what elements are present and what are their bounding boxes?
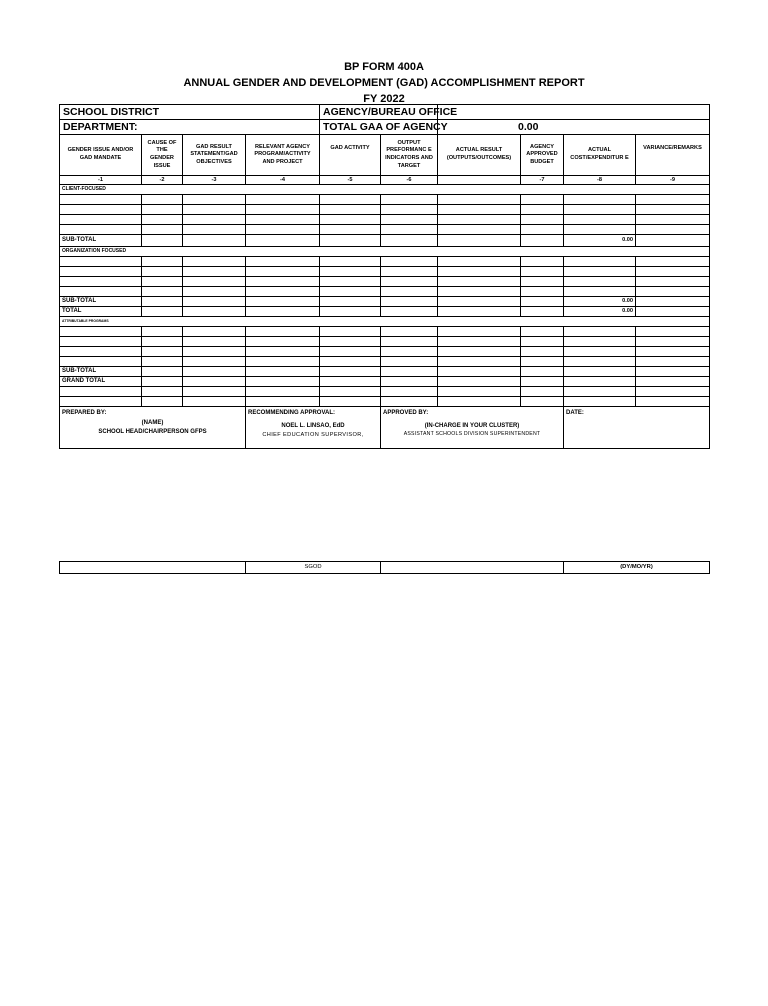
entry-cell[interactable] xyxy=(521,387,564,397)
entry-cell[interactable] xyxy=(438,277,521,287)
entry-row xyxy=(60,337,710,347)
section-client-focused: CLIENT-FOCUSED xyxy=(60,185,710,195)
entry-cell[interactable] xyxy=(521,215,564,225)
recommending-title: CHIEF EDUCATION SUPERVISOR, xyxy=(262,431,364,438)
recommending-label: RECOMMENDING APPROVAL: xyxy=(248,410,335,416)
gad-report-table xyxy=(59,104,710,449)
footer-sgod: SGOD xyxy=(246,562,381,574)
section-row-client xyxy=(60,185,710,195)
entry-cell[interactable] xyxy=(183,205,246,215)
entry-cell[interactable] xyxy=(183,267,246,277)
entry-cell[interactable] xyxy=(183,225,246,235)
signature-row xyxy=(60,407,710,449)
section-row-org xyxy=(60,247,710,257)
entry-cell[interactable] xyxy=(142,327,183,337)
footer-blank xyxy=(60,562,246,574)
entry-cell[interactable] xyxy=(438,267,521,277)
entry-cell[interactable] xyxy=(438,225,521,235)
column-header-row xyxy=(60,135,710,176)
col-number: -8 xyxy=(564,176,636,185)
entry-cell[interactable] xyxy=(636,277,710,287)
grand-total-label: GRAND TOTAL xyxy=(60,377,142,387)
subtotal-label: SUB-TOTAL xyxy=(60,235,142,247)
entry-cell[interactable] xyxy=(381,257,438,267)
entry-cell[interactable] xyxy=(636,357,710,367)
col-output-indicators: OUTPUT PREFORMANC E INDICATORS AND TARGET xyxy=(381,135,438,176)
entry-cell[interactable] xyxy=(521,337,564,347)
entry-cell[interactable] xyxy=(636,347,710,357)
recommending-block xyxy=(246,407,381,449)
col-variance: VARIANCE/REMARKS xyxy=(636,135,710,176)
entry-cell[interactable] xyxy=(636,195,710,205)
entry-cell[interactable] xyxy=(320,357,381,367)
entry-cell[interactable] xyxy=(381,287,438,297)
total-label: TOTAL xyxy=(60,307,142,317)
entry-cell[interactable] xyxy=(438,215,521,225)
entry-cell[interactable] xyxy=(636,387,710,397)
col-approved-budget: AGENCY APPROVED BUDGET xyxy=(521,135,564,176)
entry-cell[interactable] xyxy=(381,397,438,407)
entry-row xyxy=(60,225,710,235)
entry-cell[interactable] xyxy=(142,225,183,235)
entry-cell[interactable] xyxy=(183,195,246,205)
entry-cell[interactable] xyxy=(381,357,438,367)
entry-cell[interactable] xyxy=(636,287,710,297)
entry-cell[interactable] xyxy=(142,277,183,287)
col-agency-program: RELEVANT AGENCY PROGRAM/ACTIVITY AND PROJECT xyxy=(246,135,320,176)
entry-cell[interactable] xyxy=(521,257,564,267)
entry-cell[interactable] xyxy=(60,347,142,357)
entry-cell[interactable] xyxy=(320,277,381,287)
entry-row xyxy=(60,277,710,287)
entry-cell[interactable] xyxy=(381,205,438,215)
entry-cell[interactable] xyxy=(564,277,636,287)
entry-cell[interactable] xyxy=(564,257,636,267)
entry-cell[interactable] xyxy=(60,215,142,225)
footer-date-format: (DY/MO/YR) xyxy=(564,562,710,574)
entry-cell[interactable] xyxy=(381,277,438,287)
entry-row xyxy=(60,257,710,267)
total-row xyxy=(60,307,710,317)
entry-cell[interactable] xyxy=(381,195,438,205)
entry-cell[interactable] xyxy=(142,205,183,215)
approved-title: ASSISTANT SCHOOLS DIVISION SUPERINTENDENT xyxy=(403,430,541,437)
entry-cell[interactable] xyxy=(521,357,564,367)
col-gad-activity: GAD ACTIVITY xyxy=(320,135,381,176)
entry-cell[interactable] xyxy=(246,357,320,367)
col-number: -6 xyxy=(381,176,438,185)
entry-cell[interactable] xyxy=(142,347,183,357)
col-actual-cost: ACTUAL COST/EXPENDITUR E xyxy=(564,135,636,176)
entry-cell[interactable] xyxy=(183,287,246,297)
entry-cell[interactable] xyxy=(320,225,381,235)
entry-cell[interactable] xyxy=(564,337,636,347)
entry-cell[interactable] xyxy=(564,205,636,215)
entry-cell[interactable] xyxy=(320,347,381,357)
entry-cell[interactable] xyxy=(320,397,381,407)
entry-cell[interactable] xyxy=(564,397,636,407)
entry-cell[interactable] xyxy=(564,195,636,205)
entry-cell[interactable] xyxy=(636,327,710,337)
info-row-1 xyxy=(60,105,710,120)
entry-cell[interactable] xyxy=(521,347,564,357)
col-number: -5 xyxy=(320,176,381,185)
col-number: -2 xyxy=(142,176,183,185)
entry-row xyxy=(60,387,710,397)
entry-cell[interactable] xyxy=(60,267,142,277)
department-label: DEPARTMENT: xyxy=(60,120,320,135)
footer-table xyxy=(59,561,710,574)
date-label: DATE: xyxy=(566,410,584,416)
approved-name: (IN-CHARGE IN YOUR CLUSTER) xyxy=(424,422,520,429)
client-entry-rows xyxy=(60,195,710,235)
entry-cell[interactable] xyxy=(60,287,142,297)
entry-cell[interactable] xyxy=(381,327,438,337)
entry-cell[interactable] xyxy=(636,225,710,235)
total-value: 0.00 xyxy=(564,307,636,317)
col-number: -1 xyxy=(60,176,142,185)
subtotal-row-attributable xyxy=(60,367,710,377)
entry-cell[interactable] xyxy=(60,387,142,397)
col-result-statement: GAD RESULT STATEMENT/GAD OBJECTIVES xyxy=(183,135,246,176)
grand-total-row xyxy=(60,377,710,387)
client-subtotal-value: 0.00 xyxy=(564,235,636,247)
entry-cell[interactable] xyxy=(142,337,183,347)
entry-cell[interactable] xyxy=(564,267,636,277)
entry-cell[interactable] xyxy=(320,287,381,297)
entry-cell[interactable] xyxy=(183,277,246,287)
entry-cell[interactable] xyxy=(320,387,381,397)
footer-row xyxy=(60,562,710,574)
entry-cell[interactable] xyxy=(60,397,142,407)
entry-cell[interactable] xyxy=(564,215,636,225)
entry-cell[interactable] xyxy=(60,225,142,235)
col-gender-issue: GENDER ISSUE AND/OR GAD MANDATE xyxy=(60,135,142,176)
entry-cell[interactable] xyxy=(142,387,183,397)
entry-cell[interactable] xyxy=(521,205,564,215)
entry-cell[interactable] xyxy=(60,327,142,337)
entry-cell[interactable] xyxy=(60,357,142,367)
entry-cell[interactable] xyxy=(60,277,142,287)
entry-cell[interactable] xyxy=(183,397,246,407)
entry-cell[interactable] xyxy=(246,267,320,277)
entry-cell[interactable] xyxy=(320,257,381,267)
entry-cell[interactable] xyxy=(438,195,521,205)
section-organization-focused: ORGANIZATION FOCUSED xyxy=(60,247,710,257)
prepared-by-block xyxy=(60,407,246,449)
entry-cell[interactable] xyxy=(142,215,183,225)
entry-cell[interactable] xyxy=(521,277,564,287)
entry-cell[interactable] xyxy=(381,215,438,225)
entry-cell[interactable] xyxy=(246,327,320,337)
entry-cell[interactable] xyxy=(246,387,320,397)
entry-cell[interactable] xyxy=(636,215,710,225)
entry-cell[interactable] xyxy=(142,397,183,407)
entry-cell[interactable] xyxy=(142,287,183,297)
entry-cell[interactable] xyxy=(183,387,246,397)
entry-cell[interactable] xyxy=(320,205,381,215)
section-attributable-programs: ATTRIBUTABLE PROGRAMS xyxy=(60,317,710,327)
org-subtotal-value: 0.00 xyxy=(564,297,636,307)
fiscal-year: FY 2022 xyxy=(363,93,405,105)
entry-cell[interactable] xyxy=(246,195,320,205)
recommending-name: NOEL L. LINSAO, EdD xyxy=(281,422,345,429)
entry-row xyxy=(60,195,710,205)
entry-cell[interactable] xyxy=(381,267,438,277)
entry-cell[interactable] xyxy=(381,225,438,235)
entry-cell[interactable] xyxy=(636,257,710,267)
total-gaa-value: 0.00 xyxy=(438,120,710,135)
school-district-label: SCHOOL DISTRICT xyxy=(60,105,320,120)
col-number xyxy=(438,176,521,185)
entry-cell[interactable] xyxy=(438,205,521,215)
approved-block xyxy=(381,407,564,449)
entry-cell[interactable] xyxy=(246,397,320,407)
entry-cell[interactable] xyxy=(320,337,381,347)
entry-cell[interactable] xyxy=(142,257,183,267)
entry-cell[interactable] xyxy=(521,225,564,235)
col-number: -9 xyxy=(636,176,710,185)
col-cause: CAUSE OF THE GENDER ISSUE xyxy=(142,135,183,176)
entry-cell[interactable] xyxy=(183,215,246,225)
entry-row xyxy=(60,205,710,215)
entry-cell[interactable] xyxy=(60,337,142,347)
entry-cell[interactable] xyxy=(142,267,183,277)
col-number: -3 xyxy=(183,176,246,185)
entry-cell[interactable] xyxy=(60,195,142,205)
entry-row xyxy=(60,327,710,337)
entry-cell[interactable] xyxy=(60,205,142,215)
entry-cell[interactable] xyxy=(521,195,564,205)
footer-blank xyxy=(381,562,564,574)
entry-cell[interactable] xyxy=(320,215,381,225)
col-number: -4 xyxy=(246,176,320,185)
attributable-entry-rows xyxy=(60,327,710,367)
entry-cell[interactable] xyxy=(246,205,320,215)
entry-cell[interactable] xyxy=(438,257,521,267)
entry-cell[interactable] xyxy=(438,327,521,337)
entry-cell[interactable] xyxy=(246,287,320,297)
entry-row xyxy=(60,397,710,407)
entry-row xyxy=(60,357,710,367)
entry-cell[interactable] xyxy=(564,347,636,357)
entry-cell[interactable] xyxy=(636,267,710,277)
entry-row xyxy=(60,347,710,357)
info-row-2 xyxy=(60,120,710,135)
entry-cell[interactable] xyxy=(564,357,636,367)
entry-cell[interactable] xyxy=(521,397,564,407)
subtotal-row-client xyxy=(60,235,710,247)
entry-row xyxy=(60,287,710,297)
approved-label: APPROVED BY: xyxy=(383,410,429,416)
entry-cell[interactable] xyxy=(438,397,521,407)
entry-cell[interactable] xyxy=(246,215,320,225)
subtotal-label: SUB-TOTAL xyxy=(60,367,142,377)
entry-cell[interactable] xyxy=(438,337,521,347)
entry-cell[interactable] xyxy=(381,347,438,357)
prepared-by-label: PREPARED BY: xyxy=(62,410,107,416)
entry-cell[interactable] xyxy=(564,327,636,337)
subtotal-label: SUB-TOTAL xyxy=(60,297,142,307)
grand-total-entry-rows xyxy=(60,387,710,407)
entry-cell[interactable] xyxy=(320,327,381,337)
entry-cell[interactable] xyxy=(636,337,710,347)
prepared-title: SCHOOL HEAD/CHAIRPERSON GFPS xyxy=(98,428,207,435)
entry-cell[interactable] xyxy=(183,347,246,357)
entry-cell[interactable] xyxy=(564,225,636,235)
entry-cell[interactable] xyxy=(381,387,438,397)
entry-cell[interactable] xyxy=(636,397,710,407)
report-title: ANNUAL GENDER AND DEVELOPMENT (GAD) ACCOMPLISHMENT REPORT xyxy=(183,77,585,89)
entry-cell[interactable] xyxy=(246,337,320,347)
prepared-name: (NAME) xyxy=(141,419,164,426)
entry-cell[interactable] xyxy=(183,357,246,367)
agency-office-label: AGENCY/BUREAU OFFICE xyxy=(320,105,438,120)
org-entry-rows xyxy=(60,257,710,297)
entry-cell[interactable] xyxy=(521,267,564,277)
entry-cell[interactable] xyxy=(320,195,381,205)
agency-office-value[interactable] xyxy=(438,105,710,120)
entry-row xyxy=(60,215,710,225)
entry-cell[interactable] xyxy=(183,257,246,267)
entry-cell[interactable] xyxy=(521,287,564,297)
entry-cell[interactable] xyxy=(142,357,183,367)
entry-cell[interactable] xyxy=(438,387,521,397)
subtotal-row-org xyxy=(60,297,710,307)
entry-cell[interactable] xyxy=(564,287,636,297)
entry-cell[interactable] xyxy=(246,277,320,287)
entry-cell[interactable] xyxy=(246,257,320,267)
form-number: BP FORM 400A xyxy=(344,61,424,73)
entry-cell[interactable] xyxy=(246,347,320,357)
entry-cell[interactable] xyxy=(142,195,183,205)
entry-cell[interactable] xyxy=(320,267,381,277)
column-number-row xyxy=(60,176,710,185)
entry-cell[interactable] xyxy=(438,287,521,297)
entry-cell[interactable] xyxy=(521,327,564,337)
entry-cell[interactable] xyxy=(183,327,246,337)
entry-cell[interactable] xyxy=(60,257,142,267)
entry-cell[interactable] xyxy=(438,347,521,357)
section-row-attributable xyxy=(60,317,710,327)
col-number: -7 xyxy=(521,176,564,185)
entry-cell[interactable] xyxy=(438,357,521,367)
date-block xyxy=(564,407,710,449)
entry-cell[interactable] xyxy=(246,225,320,235)
entry-cell[interactable] xyxy=(183,337,246,347)
entry-cell[interactable] xyxy=(636,205,710,215)
col-actual-result: ACTUAL RESULT (OUTPUTS/OUTCOMES) xyxy=(438,135,521,176)
total-gaa-label: TOTAL GAA OF AGENCY xyxy=(320,120,438,135)
entry-cell[interactable] xyxy=(564,387,636,397)
entry-row xyxy=(60,267,710,277)
entry-cell[interactable] xyxy=(381,337,438,347)
